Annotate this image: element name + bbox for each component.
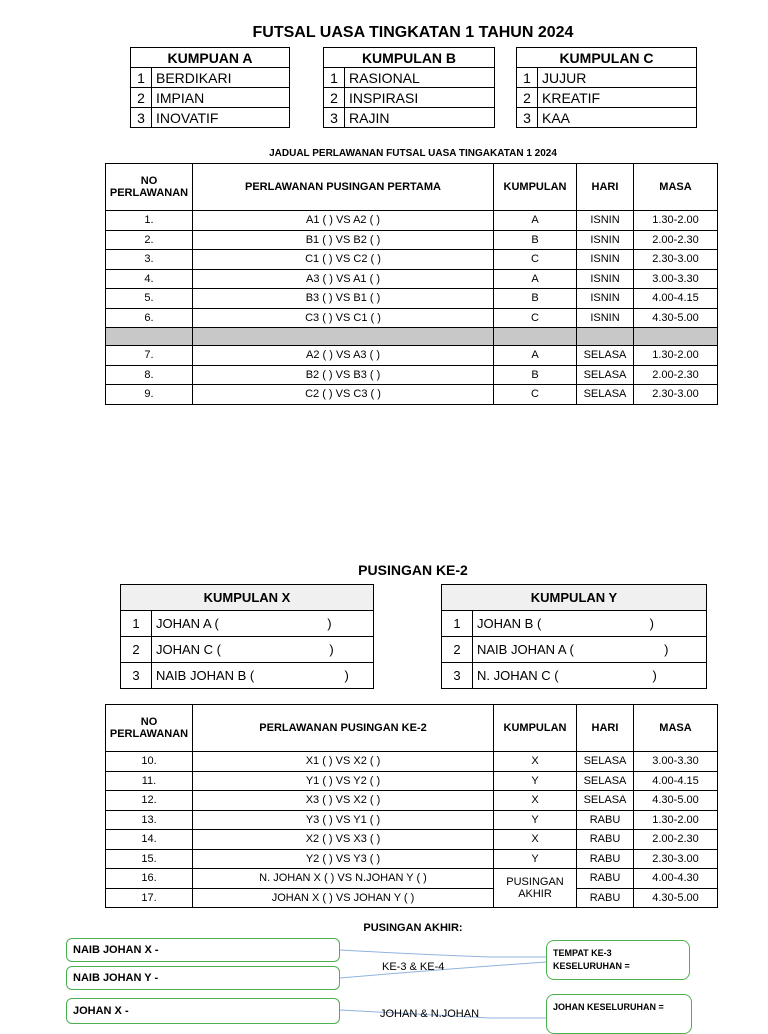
group: B (494, 230, 577, 250)
group: Y (494, 771, 577, 791)
match-no: 13. (106, 810, 193, 830)
match-3rd-label: KE-3 & KE-4 (382, 961, 445, 973)
team-slot: JOHAN C ( ) (152, 637, 374, 663)
team-slot: JOHAN B ( ) (473, 611, 707, 637)
naib-johan-y-label: NAIB JOHAN Y - (73, 972, 159, 984)
team-number: 1 (131, 68, 152, 88)
match: B2 ( ) VS B3 ( ) (193, 365, 494, 385)
team-number: 3 (442, 663, 473, 689)
team-number: 3 (517, 108, 538, 128)
group-header: KUMPULAN B (324, 48, 495, 68)
col-header-day: HARI (577, 164, 634, 211)
day: RABU (577, 830, 634, 850)
round2-title: PUSINGAN KE-2 (358, 562, 468, 578)
time: 2.00-2.30 (634, 830, 718, 850)
group: B (494, 289, 577, 309)
match: B1 ( ) VS B2 ( ) (193, 230, 494, 250)
naib-johan-x-box (66, 938, 340, 962)
team-name: INSPIRASI (345, 88, 495, 108)
day: SELASA (577, 385, 634, 405)
match: C2 ( ) VS C3 ( ) (193, 385, 494, 405)
team-name: RASIONAL (345, 68, 495, 88)
team-number: 1 (517, 68, 538, 88)
match-no: 17. (106, 888, 193, 908)
day: ISNIN (577, 308, 634, 328)
time: 2.00-2.30 (634, 365, 718, 385)
day: RABU (577, 810, 634, 830)
team-name: JUJUR (538, 68, 697, 88)
match: JOHAN X ( ) VS JOHAN Y ( ) (193, 888, 494, 908)
match: A2 ( ) VS A3 ( ) (193, 346, 494, 366)
day: SELASA (577, 771, 634, 791)
day: ISNIN (577, 211, 634, 231)
result-3rd-box (546, 940, 690, 980)
team-number: 2 (517, 88, 538, 108)
group: X (494, 791, 577, 811)
day: ISNIN (577, 289, 634, 309)
team-number: 1 (442, 611, 473, 637)
team-number: 2 (131, 88, 152, 108)
group: Y (494, 849, 577, 869)
team-name: INOVATIF (152, 108, 290, 128)
team-number: 3 (131, 108, 152, 128)
match-no: 12. (106, 791, 193, 811)
group: A (494, 346, 577, 366)
time: 1.30-2.00 (634, 810, 718, 830)
time: 3.00-3.30 (634, 752, 718, 772)
time: 2.30-3.00 (634, 250, 718, 270)
match-no: 8. (106, 365, 193, 385)
page-title: FUTSAL UASA TINGKATAN 1 TAHUN 2024 (252, 24, 574, 41)
group: C (494, 308, 577, 328)
match-no: 5. (106, 289, 193, 309)
day: RABU (577, 888, 634, 908)
col-header-time: MASA (634, 705, 718, 752)
time: 2.00-2.30 (634, 230, 718, 250)
group-header: KUMPULAN X (121, 585, 374, 611)
time: 4.30-5.00 (634, 791, 718, 811)
col-header-no: NO PERLAWANAN (106, 705, 193, 752)
day: SELASA (577, 346, 634, 366)
group: X (494, 752, 577, 772)
col-header-group: KUMPULAN (494, 164, 577, 211)
team-name: KREATIF (538, 88, 697, 108)
group: Y (494, 810, 577, 830)
team-number: 3 (324, 108, 345, 128)
match: A3 ( ) VS A1 ( ) (193, 269, 494, 289)
group: A (494, 269, 577, 289)
result-champion-box (546, 994, 692, 1034)
team-number: 2 (324, 88, 345, 108)
day: RABU (577, 869, 634, 889)
day: ISNIN (577, 250, 634, 270)
time: 4.00-4.30 (634, 869, 718, 889)
time: 1.30-2.00 (634, 346, 718, 366)
match-no: 10. (106, 752, 193, 772)
group-header: KUMPUAN A (131, 48, 290, 68)
match: X1 ( ) VS X2 ( ) (193, 752, 494, 772)
match: C1 ( ) VS C2 ( ) (193, 250, 494, 270)
day: SELASA (577, 791, 634, 811)
match: Y2 ( ) VS Y3 ( ) (193, 849, 494, 869)
match: X2 ( ) VS X3 ( ) (193, 830, 494, 850)
team-name: KAA (538, 108, 697, 128)
col-header-no: NO PERLAWANAN (106, 164, 193, 211)
match: A1 ( ) VS A2 ( ) (193, 211, 494, 231)
match-no: 16. (106, 869, 193, 889)
col-header-match: PERLAWANAN PUSINGAN PERTAMA (193, 164, 494, 211)
day: ISNIN (577, 230, 634, 250)
time: 3.00-3.30 (634, 269, 718, 289)
team-slot: NAIB JOHAN B ( ) (152, 663, 374, 689)
time: 1.30-2.00 (634, 211, 718, 231)
time: 4.30-5.00 (634, 888, 718, 908)
match-no: 7. (106, 346, 193, 366)
col-header-day: HARI (577, 705, 634, 752)
match: Y3 ( ) VS Y1 ( ) (193, 810, 494, 830)
group-header: KUMPULAN C (517, 48, 697, 68)
team-number: 3 (121, 663, 152, 689)
match-no: 3. (106, 250, 193, 270)
johan-x-label: JOHAN X - (73, 1005, 129, 1017)
naib-johan-x-label: NAIB JOHAN X - (73, 944, 159, 956)
match: Y1 ( ) VS Y2 ( ) (193, 771, 494, 791)
day: SELASA (577, 365, 634, 385)
match: C3 ( ) VS C1 ( ) (193, 308, 494, 328)
team-slot: N. JOHAN C ( ) (473, 663, 707, 689)
col-header-time: MASA (634, 164, 718, 211)
group-final: PUSINGAN AKHIR (494, 869, 577, 908)
team-slot: JOHAN A ( ) (152, 611, 374, 637)
naib-johan-y-box (66, 966, 340, 990)
team-number: 2 (121, 637, 152, 663)
team-number: 2 (442, 637, 473, 663)
final-title: PUSINGAN AKHIR: (363, 922, 463, 934)
time: 4.30-5.00 (634, 308, 718, 328)
team-number: 1 (324, 68, 345, 88)
col-header-group: KUMPULAN (494, 705, 577, 752)
time: 2.30-3.00 (634, 385, 718, 405)
day: SELASA (577, 752, 634, 772)
match: X3 ( ) VS X2 ( ) (193, 791, 494, 811)
group: X (494, 830, 577, 850)
team-number: 1 (121, 611, 152, 637)
team-name: RAJIN (345, 108, 495, 128)
col-header-match: PERLAWANAN PUSINGAN KE-2 (193, 705, 494, 752)
result-champion-label: JOHAN KESELURUHAN = (553, 1002, 664, 1012)
match-no: 1. (106, 211, 193, 231)
johan-x-box (66, 998, 340, 1024)
match-no: 15. (106, 849, 193, 869)
time: 2.30-3.00 (634, 849, 718, 869)
match: N. JOHAN X ( ) VS N.JOHAN Y ( ) (193, 869, 494, 889)
day: ISNIN (577, 269, 634, 289)
team-name: IMPIAN (152, 88, 290, 108)
day: RABU (577, 849, 634, 869)
time: 4.00-4.15 (634, 771, 718, 791)
match-no: 4. (106, 269, 193, 289)
result-3rd-label: TEMPAT KE-3 KESELURUHAN = (553, 948, 630, 971)
team-name: BERDIKARI (152, 68, 290, 88)
time: 4.00-4.15 (634, 289, 718, 309)
match-no: 6. (106, 308, 193, 328)
match-no: 9. (106, 385, 193, 405)
match-no: 14. (106, 830, 193, 850)
schedule1-title: JADUAL PERLAWANAN FUTSAL UASA TINGAKATAN 1 2024 (269, 148, 557, 159)
group: C (494, 385, 577, 405)
match-no: 11. (106, 771, 193, 791)
group: A (494, 211, 577, 231)
team-slot: NAIB JOHAN A ( ) (473, 637, 707, 663)
group-header: KUMPULAN Y (442, 585, 707, 611)
match: B3 ( ) VS B1 ( ) (193, 289, 494, 309)
match-no: 2. (106, 230, 193, 250)
group: B (494, 365, 577, 385)
group: C (494, 250, 577, 270)
match-final-label: JOHAN & N.JOHAN (380, 1008, 480, 1020)
